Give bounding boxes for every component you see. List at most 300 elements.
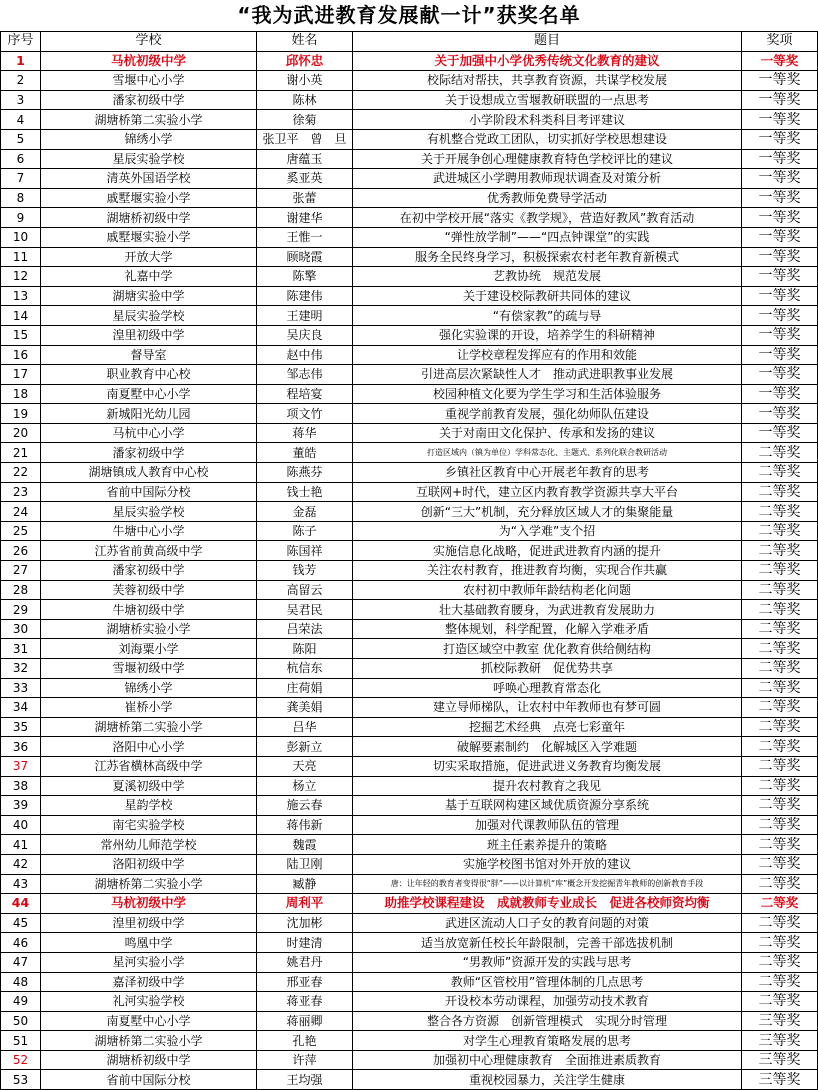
table-row [1, 913, 818, 933]
row-award: 三等奖 [742, 1011, 818, 1031]
header-school: 学校 [41, 32, 257, 52]
row-index: 15 [1, 325, 41, 345]
row-award: 一等奖 [742, 286, 818, 306]
table-row [1, 992, 818, 1012]
table-row [1, 894, 818, 914]
row-school: 洛阳中心小学 [41, 737, 257, 757]
row-index: 4 [1, 110, 41, 130]
row-school: 礼嘉中学 [41, 267, 257, 287]
row-award: 二等奖 [742, 972, 818, 992]
row-topic: 重视校园暴力，关注学生健康 [353, 1070, 742, 1090]
row-award: 一等奖 [742, 423, 818, 443]
row-award: 二等奖 [742, 737, 818, 757]
row-topic: 呼唤心理教育常态化 [353, 678, 742, 698]
row-award: 一等奖 [742, 71, 818, 91]
row-school: 新城阳光幼儿园 [41, 404, 257, 424]
row-name: 陈阳 [257, 639, 353, 659]
row-name: 陈林 [257, 90, 353, 110]
row-name: 程培宴 [257, 384, 353, 404]
row-topic: “男教师”资源开发的实践与思考 [353, 952, 742, 972]
row-index: 38 [1, 776, 41, 796]
row-index: 23 [1, 482, 41, 502]
row-award: 一等奖 [742, 208, 818, 228]
row-school: 刘海粟小学 [41, 639, 257, 659]
row-index: 20 [1, 423, 41, 443]
row-topic: 武进城区小学聘用教师现状调查及对策分析 [353, 169, 742, 189]
row-school: 开放大学 [41, 247, 257, 267]
row-index: 27 [1, 561, 41, 581]
row-award: 三等奖 [742, 1050, 818, 1070]
table-row [1, 208, 818, 228]
row-index: 12 [1, 267, 41, 287]
table-row [1, 404, 818, 424]
row-school: 江苏省前黄高级中学 [41, 541, 257, 561]
row-index: 52 [1, 1050, 41, 1070]
row-topic: 建立导师梯队，让农村中年教师也有梦可圆 [353, 698, 742, 718]
row-award: 二等奖 [742, 698, 818, 718]
table-row [1, 423, 818, 443]
row-award: 一等奖 [742, 149, 818, 169]
table-row [1, 796, 818, 816]
row-index: 40 [1, 815, 41, 835]
row-topic: 加强初中心理健康教育 全面推进素质教育 [353, 1050, 742, 1070]
row-school: 礼河实验学校 [41, 992, 257, 1012]
row-name: 董皓 [257, 443, 353, 463]
row-school: 潘家初级中学 [41, 561, 257, 581]
row-school: 省前中国际分校 [41, 482, 257, 502]
row-name: 邱怀忠 [257, 51, 353, 71]
row-name: 杨立 [257, 776, 353, 796]
row-topic: 关于加强中小学优秀传统文化教育的建议 [353, 51, 742, 71]
row-school: 雪堰初级中学 [41, 659, 257, 679]
table-row [1, 619, 818, 639]
row-school: 马杭初级中学 [41, 894, 257, 914]
row-name: 邢亚春 [257, 972, 353, 992]
row-index: 30 [1, 619, 41, 639]
row-name: 奚亚英 [257, 169, 353, 189]
row-index: 2 [1, 71, 41, 91]
row-name: 钱芳 [257, 561, 353, 581]
table-row [1, 541, 818, 561]
table-row [1, 463, 818, 483]
table-row [1, 756, 818, 776]
row-index: 51 [1, 1031, 41, 1051]
row-name: 天亮 [257, 756, 353, 776]
row-award: 三等奖 [742, 1031, 818, 1051]
row-award: 三等奖 [742, 1070, 818, 1090]
table-row [1, 776, 818, 796]
row-school: 星河实验小学 [41, 952, 257, 972]
row-index: 34 [1, 698, 41, 718]
table-row [1, 267, 818, 287]
table-row [1, 933, 818, 953]
row-name: 臧静 [257, 874, 353, 894]
row-name: 孔艳 [257, 1031, 353, 1051]
row-award: 二等奖 [742, 835, 818, 855]
row-topic: 引进高层次紧缺性人才 推动武进职教事业发展 [353, 365, 742, 385]
row-index: 39 [1, 796, 41, 816]
row-topic: 校际结对帮扶，共享教育资源，共谋学校发展 [353, 71, 742, 91]
row-award: 二等奖 [742, 463, 818, 483]
row-name: 吴庆良 [257, 325, 353, 345]
table-row [1, 286, 818, 306]
row-index: 42 [1, 854, 41, 874]
row-index: 53 [1, 1070, 41, 1090]
row-award: 二等奖 [742, 933, 818, 953]
row-topic: 整体规划，科学配置，化解入学难矛盾 [353, 619, 742, 639]
row-topic: 开设校本劳动课程，加强劳动技术教育 [353, 992, 742, 1012]
row-topic: 挖掘艺术经典 点亮七彩童年 [353, 717, 742, 737]
row-topic: 乡镇社区教育中心开展老年教育的思考 [353, 463, 742, 483]
row-name: 蒋华 [257, 423, 353, 443]
row-name: 王均强 [257, 1070, 353, 1090]
row-school: 江苏省横林高级中学 [41, 756, 257, 776]
row-award: 一等奖 [742, 227, 818, 247]
row-name: 杭信东 [257, 659, 353, 679]
row-school: 崔桥小学 [41, 698, 257, 718]
row-index: 19 [1, 404, 41, 424]
row-index: 32 [1, 659, 41, 679]
table-row [1, 110, 818, 130]
table-row [1, 835, 818, 855]
row-award: 二等奖 [742, 639, 818, 659]
header-topic: 题目 [353, 32, 742, 52]
row-name: 谢建华 [257, 208, 353, 228]
table-row [1, 678, 818, 698]
row-topic: 对学生心理教育策略发展的思考 [353, 1031, 742, 1051]
row-award: 二等奖 [742, 796, 818, 816]
row-school: 洛阳初级中学 [41, 854, 257, 874]
row-school: 牛塘初级中学 [41, 600, 257, 620]
row-name: 陈燕芬 [257, 463, 353, 483]
row-index: 1 [1, 51, 41, 71]
table-row [1, 71, 818, 91]
row-school: 湖塘桥第二实验小学 [41, 110, 257, 130]
row-school: 南夏墅中心小学 [41, 384, 257, 404]
row-award: 二等奖 [742, 619, 818, 639]
row-topic: 小学阶段术科类科目考评建议 [353, 110, 742, 130]
row-index: 50 [1, 1011, 41, 1031]
row-award: 二等奖 [742, 521, 818, 541]
table-row [1, 227, 818, 247]
row-index: 8 [1, 188, 41, 208]
row-name: 沈加彬 [257, 913, 353, 933]
table-row [1, 952, 818, 972]
row-award: 二等奖 [742, 874, 818, 894]
row-school: 督导室 [41, 345, 257, 365]
table-row [1, 521, 818, 541]
row-award: 一等奖 [742, 90, 818, 110]
row-topic: 互联网+时代，建立区内教育教学资源共享大平台 [353, 482, 742, 502]
row-award: 二等奖 [742, 600, 818, 620]
row-topic: 打造区域空中教室 优化教育供给侧结构 [353, 639, 742, 659]
row-school: 马杭初级中学 [41, 51, 257, 71]
row-topic: “有偿家教”的疏与导 [353, 306, 742, 326]
table-row [1, 482, 818, 502]
row-topic: 助推学校课程建设 成就教师专业成长 促进各校师资均衡 [353, 894, 742, 914]
row-index: 31 [1, 639, 41, 659]
row-name: 顾晓霞 [257, 247, 353, 267]
row-topic: 关于对南田文化保护、传承和发扬的建议 [353, 423, 742, 443]
row-topic: 农村初中教师年龄结构老化问题 [353, 580, 742, 600]
table-row [1, 325, 818, 345]
table-row [1, 854, 818, 874]
table-row [1, 345, 818, 365]
table-row [1, 90, 818, 110]
row-school: 湖塘桥第二实验小学 [41, 717, 257, 737]
page-title: “我为武进教育发展献一计”获奖名单 [237, 3, 581, 27]
row-award: 一等奖 [742, 51, 818, 71]
row-name: 许萍 [257, 1050, 353, 1070]
row-name: 施云春 [257, 796, 353, 816]
row-award: 一等奖 [742, 169, 818, 189]
row-name: 周利平 [257, 894, 353, 914]
row-award: 二等奖 [742, 580, 818, 600]
row-index: 37 [1, 756, 41, 776]
row-name: 赵中伟 [257, 345, 353, 365]
row-name: 吕华 [257, 717, 353, 737]
row-index: 28 [1, 580, 41, 600]
table-row [1, 247, 818, 267]
row-award: 一等奖 [742, 110, 818, 130]
row-school: 湖塘桥第二实验小学 [41, 1031, 257, 1051]
row-school: 湖塘桥初级中学 [41, 208, 257, 228]
table-row [1, 1031, 818, 1051]
row-name: 彭新立 [257, 737, 353, 757]
row-school: 戚墅堰实验小学 [41, 188, 257, 208]
row-topic: 抓校际教研 促优势共享 [353, 659, 742, 679]
row-name: 唐蕴玉 [257, 149, 353, 169]
row-school: 嘉泽初级中学 [41, 972, 257, 992]
row-name: 张蕾 [257, 188, 353, 208]
row-index: 21 [1, 443, 41, 463]
row-school: 湟里初级中学 [41, 325, 257, 345]
table-row [1, 149, 818, 169]
row-award: 二等奖 [742, 561, 818, 581]
row-name: 吕荣法 [257, 619, 353, 639]
row-name: 陈国祥 [257, 541, 353, 561]
row-name: 项文竹 [257, 404, 353, 424]
row-name: 魏霞 [257, 835, 353, 855]
row-name: 陆卫刚 [257, 854, 353, 874]
row-award: 二等奖 [742, 815, 818, 835]
row-school: 清英外国语学校 [41, 169, 257, 189]
table-row [1, 443, 818, 463]
row-school: 南宅实验学校 [41, 815, 257, 835]
row-school: 星韵学校 [41, 796, 257, 816]
row-school: 湟里初级中学 [41, 913, 257, 933]
row-school: 牛塘中心小学 [41, 521, 257, 541]
table-row [1, 561, 818, 581]
table-row [1, 384, 818, 404]
row-index: 6 [1, 149, 41, 169]
table-row [1, 698, 818, 718]
row-index: 16 [1, 345, 41, 365]
row-name: 龚美娟 [257, 698, 353, 718]
row-school: 湖塘桥实验小学 [41, 619, 257, 639]
row-topic: 提升农村教育之我见 [353, 776, 742, 796]
row-school: 星辰实验学校 [41, 502, 257, 522]
table-row [1, 1050, 818, 1070]
row-award: 一等奖 [742, 365, 818, 385]
row-award: 二等奖 [742, 678, 818, 698]
row-index: 33 [1, 678, 41, 698]
table-row [1, 1070, 818, 1090]
row-topic: 校园种植文化要为学生学习和生活体验服务 [353, 384, 742, 404]
row-school: 戚墅堰实验小学 [41, 227, 257, 247]
row-award: 二等奖 [742, 502, 818, 522]
row-index: 26 [1, 541, 41, 561]
row-name: 邹志伟 [257, 365, 353, 385]
row-topic: 艺教协统 规范发展 [353, 267, 742, 287]
table-row [1, 129, 818, 149]
row-topic: 唐：让年轻的教育者变得很“胖”——以计算机“库”概念开发挖掘青年教师的创新教育手段 [353, 874, 742, 894]
row-topic: 重视学前教育发展，强化幼师队伍建设 [353, 404, 742, 424]
row-index: 35 [1, 717, 41, 737]
row-school: 芙蓉初级中学 [41, 580, 257, 600]
row-index: 17 [1, 365, 41, 385]
table-row [1, 972, 818, 992]
row-topic: 强化实验课的开设，培养学生的科研精神 [353, 325, 742, 345]
row-award: 二等奖 [742, 541, 818, 561]
row-index: 47 [1, 952, 41, 972]
row-school: 雪堰中心小学 [41, 71, 257, 91]
row-index: 10 [1, 227, 41, 247]
row-topic: 壮大基础教育腰身，为武进教育发展助力 [353, 600, 742, 620]
row-index: 29 [1, 600, 41, 620]
header-award: 奖项 [742, 32, 818, 52]
table-row [1, 306, 818, 326]
row-school: 潘家初级中学 [41, 90, 257, 110]
row-topic: 创新“三大”机制，充分释放区域人才的集聚能量 [353, 502, 742, 522]
row-school: 鸣凰中学 [41, 933, 257, 953]
row-award: 二等奖 [742, 913, 818, 933]
row-award: 一等奖 [742, 306, 818, 326]
row-index: 48 [1, 972, 41, 992]
row-name: 钱士艳 [257, 482, 353, 502]
row-award: 一等奖 [742, 384, 818, 404]
table-header [1, 32, 818, 52]
row-topic: 适当放宽新任校长年龄限制，完善干部选拔机制 [353, 933, 742, 953]
row-index: 7 [1, 169, 41, 189]
row-index: 22 [1, 463, 41, 483]
row-award: 二等奖 [742, 717, 818, 737]
row-topic: 关于建设校际教研共同体的建议 [353, 286, 742, 306]
row-school: 湖塘桥初级中学 [41, 1050, 257, 1070]
row-index: 46 [1, 933, 41, 953]
row-award: 一等奖 [742, 345, 818, 365]
row-topic: 加强对代课教师队伍的管理 [353, 815, 742, 835]
row-school: 星辰实验学校 [41, 306, 257, 326]
row-topic: 有机整合党政工团队，切实抓好学校思想建设 [353, 129, 742, 149]
table-row [1, 600, 818, 620]
row-index: 5 [1, 129, 41, 149]
table-row [1, 717, 818, 737]
row-topic: 实施信息化战略，促进武进教育内涵的提升 [353, 541, 742, 561]
row-name: 陈子 [257, 521, 353, 541]
row-award: 二等奖 [742, 659, 818, 679]
row-name: 庄荷娟 [257, 678, 353, 698]
row-name: 陈建伟 [257, 286, 353, 306]
row-school: 职业教育中心校 [41, 365, 257, 385]
table-row [1, 51, 818, 71]
table-row [1, 502, 818, 522]
row-topic: 为“入学难”支个招 [353, 521, 742, 541]
row-award: 一等奖 [742, 129, 818, 149]
header-index: 序号 [1, 32, 41, 52]
row-topic: 整合各方资源 创新管理模式 实现分时管理 [353, 1011, 742, 1031]
row-index: 43 [1, 874, 41, 894]
row-award: 一等奖 [742, 188, 818, 208]
row-topic: 班主任素养提升的策略 [353, 835, 742, 855]
row-school: 省前中国际分校 [41, 1070, 257, 1090]
row-index: 44 [1, 894, 41, 914]
row-name: 陈擎 [257, 267, 353, 287]
row-school: 湖塘桥第二实验小学 [41, 874, 257, 894]
row-topic: 打造区域内（镇为单位）学科常态化、主题式、系列化联合教研活动 [353, 443, 742, 463]
row-school: 星辰实验学校 [41, 149, 257, 169]
row-topic: 武进区流动人口子女的教育问题的对策 [353, 913, 742, 933]
row-school: 锦绣小学 [41, 678, 257, 698]
row-topic: 破解要素制约 化解城区入学难题 [353, 737, 742, 757]
row-award: 一等奖 [742, 404, 818, 424]
row-index: 9 [1, 208, 41, 228]
row-topic: 关于设想成立雪堰教研联盟的一点思考 [353, 90, 742, 110]
row-topic: 实施学校图书馆对外开放的建议 [353, 854, 742, 874]
row-award: 二等奖 [742, 854, 818, 874]
row-award: 二等奖 [742, 992, 818, 1012]
table-row [1, 874, 818, 894]
row-index: 18 [1, 384, 41, 404]
row-school: 马杭中心小学 [41, 423, 257, 443]
row-topic: 教师“区管校用”管理体制的几点思考 [353, 972, 742, 992]
row-school: 南夏墅中心小学 [41, 1011, 257, 1031]
table-row [1, 659, 818, 679]
row-index: 25 [1, 521, 41, 541]
row-topic: 服务全民终身学习，积极探索农村老年教育新模式 [353, 247, 742, 267]
row-name: 徐菊 [257, 110, 353, 130]
table-row [1, 580, 818, 600]
table-row [1, 1011, 818, 1031]
row-award: 二等奖 [742, 756, 818, 776]
row-name: 吴君民 [257, 600, 353, 620]
row-school: 夏溪初级中学 [41, 776, 257, 796]
row-topic: 关注农村教育，推进教育均衡，实现合作共赢 [353, 561, 742, 581]
row-name: 王建明 [257, 306, 353, 326]
row-topic: 切实采取措施，促进武进义务教育均衡发展 [353, 756, 742, 776]
row-index: 49 [1, 992, 41, 1012]
row-award: 二等奖 [742, 952, 818, 972]
header-name: 姓名 [257, 32, 353, 52]
award-table [0, 31, 818, 1090]
row-name: 时建清 [257, 933, 353, 953]
table-row [1, 188, 818, 208]
row-name: 张卫平 曾 旦 [257, 129, 353, 149]
row-school: 潘家初级中学 [41, 443, 257, 463]
row-index: 41 [1, 835, 41, 855]
row-name: 谢小英 [257, 71, 353, 91]
row-name: 姚君丹 [257, 952, 353, 972]
row-school: 湖塘镇成人教育中心校 [41, 463, 257, 483]
row-award: 二等奖 [742, 894, 818, 914]
row-award: 二等奖 [742, 443, 818, 463]
row-name: 蒋亚春 [257, 992, 353, 1012]
row-school: 湖塘实验中学 [41, 286, 257, 306]
row-topic: 基于互联网构建区域优质资源分享系统 [353, 796, 742, 816]
row-name: 高留云 [257, 580, 353, 600]
table-row [1, 639, 818, 659]
row-topic: 关于开展争创心理健康教育特色学校评比的建议 [353, 149, 742, 169]
